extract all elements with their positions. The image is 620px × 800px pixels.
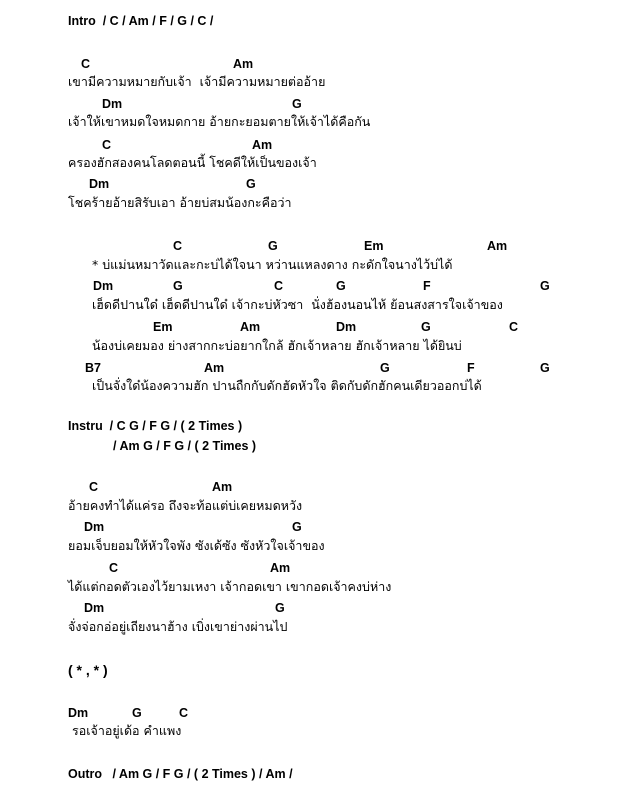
outro-line: Outro / Am G / F G / ( 2 Times ) / Am / xyxy=(68,767,293,781)
lyric-line: รอเจ้าอยู่เด้อ คำแพง xyxy=(72,723,182,738)
chord: C xyxy=(173,239,183,253)
chord: Dm xyxy=(84,520,105,534)
chord: G xyxy=(275,601,285,615)
chord: G xyxy=(292,520,302,534)
chord: F xyxy=(467,361,475,375)
chord: Dm xyxy=(336,320,357,334)
chord: C xyxy=(509,320,519,334)
lyric-line: น้องบ่เคยมอง ย่างสากกะบ่อยากใกล้ ฮักเจ้าหลาย ฮักเจ้าหลาย ได้ยินบ่ xyxy=(92,338,462,353)
chord: G xyxy=(380,361,390,375)
repeat-marker: ( * , * ) xyxy=(68,662,108,678)
instru-line-1: Instru / C G / F G / ( 2 Times ) xyxy=(68,419,243,433)
lyric-line: เป็นจั่งใด๋น้องความฮัก ปานถืกกับดักฮัดหัวใจ ติดกับดักฮักคนเดียวออกบ่ได้ xyxy=(92,378,482,393)
chord: Dm xyxy=(89,177,110,191)
chord: Am xyxy=(212,480,233,494)
lyric-line: ยอมเจ็บยอมให้หัวใจพัง ซังเด้ซัง ซังหัวใจเจ้าของ xyxy=(68,538,325,553)
lyric-line: เฮ็ดดีปานใด๋ เฮ็ดดีปานใด๋ เจ้ากะบ่หัวซา นั่งฮ้องนอนไห้ ย้อนสงสารใจเจ้าของ xyxy=(92,297,503,312)
chord: G xyxy=(173,279,183,293)
lyric-line: โชคร้ายอ้ายสิรับเอา อ้ายบ่สมน้องกะคือว่า xyxy=(68,195,292,210)
lyric-line: เจ้าให้เขาหมดใจหมดกาย อ้ายกะยอมตายให้เจ้าได้คือกัน xyxy=(68,114,371,129)
instru-line-2: / Am G / F G / ( 2 Times ) xyxy=(113,439,257,453)
chord: Am xyxy=(240,320,261,334)
lyric-line: อ้ายคงทำได้แค่รอ ถึงจะท้อแต่บ่เคยหมดหวัง xyxy=(68,498,303,513)
chord: C xyxy=(274,279,284,293)
chord: Em xyxy=(364,239,384,253)
chord: C xyxy=(89,480,99,494)
lyric-line: ครองฮักสองคนโลดตอนนี้ โชคดีให้เป็นของเจ้า xyxy=(68,155,317,170)
chord: Dm xyxy=(68,706,89,720)
chord: Am xyxy=(233,57,254,71)
chord: Em xyxy=(153,320,173,334)
chord: C xyxy=(102,138,112,152)
lyric-line: * บ่แม่นหมาวัดและกะบ่ได้ใจนา หว่านแหลงดาง กะดักใจนางไว้บ่ได้ xyxy=(92,257,453,272)
chord: G xyxy=(268,239,278,253)
chord: Am xyxy=(204,361,225,375)
chord: C xyxy=(179,706,189,720)
chord: Dm xyxy=(102,97,123,111)
lyric-line: เขามีความหมายกับเจ้า เจ้ามีความหมายต่ออ้าย xyxy=(68,74,326,89)
chord: G xyxy=(421,320,431,334)
chord: Dm xyxy=(84,601,105,615)
chord: G xyxy=(336,279,346,293)
chord: F xyxy=(423,279,431,293)
chord: Am xyxy=(252,138,273,152)
chord: G xyxy=(540,279,550,293)
chord: G xyxy=(246,177,256,191)
lyric-line: ได้แต่กอดตัวเองไว้ยามเหงา เจ้ากอดเขา เขากอดเจ้าคงบ่ห่าง xyxy=(68,579,392,594)
chord: C xyxy=(109,561,119,575)
chord: Am xyxy=(270,561,291,575)
chord: G xyxy=(132,706,142,720)
chord: Dm xyxy=(93,279,114,293)
lyric-line: จั่งจ่อกอ่อยู่เถียงนาฮ้าง เบิ่งเขาย่างผ่านไป xyxy=(68,619,288,634)
chord: Am xyxy=(487,239,508,253)
intro-line: Intro / C / Am / F / G / C / xyxy=(68,14,214,28)
chord: G xyxy=(540,361,550,375)
chord: G xyxy=(292,97,302,111)
chord: B7 xyxy=(85,361,101,375)
chord: C xyxy=(81,57,91,71)
